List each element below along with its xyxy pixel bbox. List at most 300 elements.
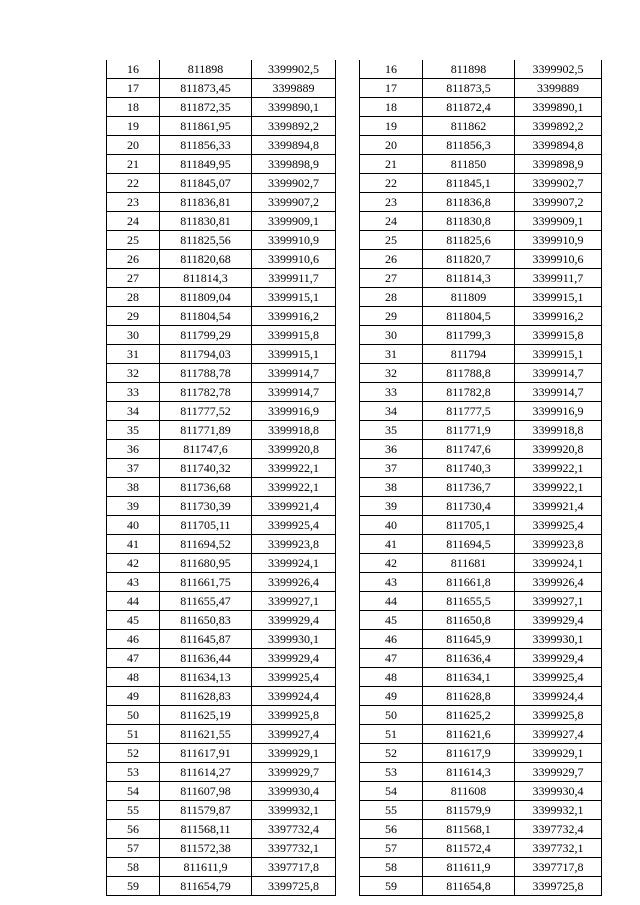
left-y-coordinate-cell: 3399894,8 [252,136,336,155]
left-point-number-cell: 20 [107,136,160,155]
left-y-coordinate-cell: 3399923,8 [252,535,336,554]
right-point-number-cell: 29 [360,307,423,326]
table-row [107,592,602,611]
table-row [107,136,602,155]
left-y-coordinate-cell: 3399914,7 [252,383,336,402]
left-x-coordinate-cell: 811794,03 [160,345,252,364]
right-y-coordinate-cell: 3399915,1 [515,345,602,364]
right-y-coordinate-cell: 3399925,4 [515,516,602,535]
table-row [107,554,602,573]
right-y-coordinate-cell: 3399930,4 [515,782,602,801]
right-point-number-cell: 40 [360,516,423,535]
left-x-coordinate-cell: 811788,78 [160,364,252,383]
right-x-coordinate-cell: 811628,8 [423,687,515,706]
right-point-number-cell: 25 [360,231,423,250]
right-y-coordinate-cell: 3399929,7 [515,763,602,782]
table-row [107,421,602,440]
left-x-coordinate-cell: 811849,95 [160,155,252,174]
left-point-number-cell: 16 [107,60,160,79]
right-x-coordinate-cell: 811747,6 [423,440,515,459]
left-y-coordinate-cell: 3399930,4 [252,782,336,801]
table-row [107,326,602,345]
left-x-coordinate-cell: 811621,55 [160,725,252,744]
right-point-number-cell: 49 [360,687,423,706]
left-x-coordinate-cell: 811898 [160,60,252,79]
right-x-coordinate-cell: 811845,1 [423,174,515,193]
right-point-number-cell: 26 [360,250,423,269]
right-x-coordinate-cell: 811611,9 [423,858,515,877]
table-row [107,478,602,497]
right-x-coordinate-cell: 811579,9 [423,801,515,820]
left-y-coordinate-cell: 3399910,9 [252,231,336,250]
right-y-coordinate-cell: 3399909,1 [515,212,602,231]
left-y-coordinate-cell: 3399922,1 [252,478,336,497]
right-x-coordinate-cell: 811799,3 [423,326,515,345]
right-x-coordinate-cell: 811898 [423,60,515,79]
column-gap [336,345,360,364]
coordinates-table [106,60,602,896]
column-gap [336,326,360,345]
right-y-coordinate-cell: 3399915,8 [515,326,602,345]
right-y-coordinate-cell: 3399902,7 [515,174,602,193]
table-row [107,782,602,801]
left-y-coordinate-cell: 3399916,9 [252,402,336,421]
right-y-coordinate-cell: 3399890,1 [515,98,602,117]
left-y-coordinate-cell: 3399915,1 [252,345,336,364]
right-y-coordinate-cell: 3399892,2 [515,117,602,136]
right-y-coordinate-cell: 3399914,7 [515,383,602,402]
right-y-coordinate-cell: 3399920,8 [515,440,602,459]
left-point-number-cell: 54 [107,782,160,801]
left-point-number-cell: 19 [107,117,160,136]
column-gap [336,174,360,193]
right-y-coordinate-cell: 3399929,4 [515,611,602,630]
column-gap [336,250,360,269]
left-y-coordinate-cell: 3399924,4 [252,687,336,706]
right-y-coordinate-cell: 3399923,8 [515,535,602,554]
right-x-coordinate-cell: 811873,5 [423,79,515,98]
left-point-number-cell: 31 [107,345,160,364]
left-point-number-cell: 42 [107,554,160,573]
right-x-coordinate-cell: 811654,8 [423,877,515,896]
right-y-coordinate-cell: 3397732,1 [515,839,602,858]
table-row [107,117,602,136]
table-row [107,611,602,630]
left-point-number-cell: 36 [107,440,160,459]
column-gap [336,592,360,611]
left-point-number-cell: 52 [107,744,160,763]
right-x-coordinate-cell: 811572,4 [423,839,515,858]
column-gap [336,440,360,459]
right-point-number-cell: 59 [360,877,423,896]
table-row [107,98,602,117]
left-point-number-cell: 34 [107,402,160,421]
left-y-coordinate-cell: 3399902,7 [252,174,336,193]
left-x-coordinate-cell: 811809,04 [160,288,252,307]
left-y-coordinate-cell: 3399925,4 [252,668,336,687]
left-y-coordinate-cell: 3399920,8 [252,440,336,459]
left-x-coordinate-cell: 811830,81 [160,212,252,231]
table-row [107,725,602,744]
column-gap [336,706,360,725]
left-y-coordinate-cell: 3399725,8 [252,877,336,896]
left-point-number-cell: 48 [107,668,160,687]
column-gap [336,801,360,820]
left-point-number-cell: 25 [107,231,160,250]
right-x-coordinate-cell: 811617,9 [423,744,515,763]
column-gap [336,858,360,877]
right-y-coordinate-cell: 3399907,2 [515,193,602,212]
left-point-number-cell: 41 [107,535,160,554]
table-row [107,820,602,839]
right-point-number-cell: 23 [360,193,423,212]
right-point-number-cell: 37 [360,459,423,478]
table-row [107,649,602,668]
left-y-coordinate-cell: 3399907,2 [252,193,336,212]
right-y-coordinate-cell: 3399914,7 [515,364,602,383]
table-row [107,706,602,725]
table-row [107,364,602,383]
right-y-coordinate-cell: 3399929,1 [515,744,602,763]
right-y-coordinate-cell: 3399918,8 [515,421,602,440]
left-x-coordinate-cell: 811771,89 [160,421,252,440]
right-y-coordinate-cell: 3399927,4 [515,725,602,744]
right-x-coordinate-cell: 811705,1 [423,516,515,535]
column-gap [336,307,360,326]
right-x-coordinate-cell: 811788,8 [423,364,515,383]
right-point-number-cell: 19 [360,117,423,136]
left-point-number-cell: 58 [107,858,160,877]
right-x-coordinate-cell: 811814,3 [423,269,515,288]
table-row [107,687,602,706]
left-point-number-cell: 49 [107,687,160,706]
left-point-number-cell: 38 [107,478,160,497]
column-gap [336,687,360,706]
table-row [107,744,602,763]
column-gap [336,155,360,174]
right-y-coordinate-cell: 3399925,8 [515,706,602,725]
left-point-number-cell: 33 [107,383,160,402]
right-y-coordinate-cell: 3399929,4 [515,649,602,668]
left-x-coordinate-cell: 811607,98 [160,782,252,801]
table-row [107,79,602,98]
right-point-number-cell: 22 [360,174,423,193]
right-x-coordinate-cell: 811794 [423,345,515,364]
left-y-coordinate-cell: 3399924,1 [252,554,336,573]
right-x-coordinate-cell: 811621,6 [423,725,515,744]
table-row [107,269,602,288]
left-point-number-cell: 35 [107,421,160,440]
column-gap [336,820,360,839]
table-row [107,763,602,782]
left-x-coordinate-cell: 811579,87 [160,801,252,820]
left-point-number-cell: 27 [107,269,160,288]
left-y-coordinate-cell: 3399889 [252,79,336,98]
table-row [107,573,602,592]
left-x-coordinate-cell: 811628,83 [160,687,252,706]
table-row [107,231,602,250]
left-y-coordinate-cell: 3399929,7 [252,763,336,782]
right-y-coordinate-cell: 3399926,4 [515,573,602,592]
right-y-coordinate-cell: 3399910,9 [515,231,602,250]
left-y-coordinate-cell: 3397732,4 [252,820,336,839]
column-gap [336,782,360,801]
right-point-number-cell: 51 [360,725,423,744]
right-point-number-cell: 16 [360,60,423,79]
right-x-coordinate-cell: 811820,7 [423,250,515,269]
left-x-coordinate-cell: 811625,19 [160,706,252,725]
left-point-number-cell: 21 [107,155,160,174]
column-gap [336,649,360,668]
left-x-coordinate-cell: 811825,56 [160,231,252,250]
left-x-coordinate-cell: 811694,52 [160,535,252,554]
left-x-coordinate-cell: 811655,47 [160,592,252,611]
left-x-coordinate-cell: 811782,78 [160,383,252,402]
left-y-coordinate-cell: 3399932,1 [252,801,336,820]
right-point-number-cell: 48 [360,668,423,687]
right-point-number-cell: 50 [360,706,423,725]
table-row [107,440,602,459]
right-y-coordinate-cell: 3399927,1 [515,592,602,611]
right-x-coordinate-cell: 811730,4 [423,497,515,516]
column-gap [336,364,360,383]
left-point-number-cell: 29 [107,307,160,326]
right-x-coordinate-cell: 811694,5 [423,535,515,554]
column-gap [336,212,360,231]
column-gap [336,402,360,421]
left-y-coordinate-cell: 3399918,8 [252,421,336,440]
right-point-number-cell: 43 [360,573,423,592]
left-y-coordinate-cell: 3399915,8 [252,326,336,345]
left-y-coordinate-cell: 3399902,5 [252,60,336,79]
left-x-coordinate-cell: 811856,33 [160,136,252,155]
table-row [107,193,602,212]
left-y-coordinate-cell: 3399892,2 [252,117,336,136]
column-gap [336,459,360,478]
left-point-number-cell: 17 [107,79,160,98]
column-gap [336,630,360,649]
left-point-number-cell: 37 [107,459,160,478]
left-y-coordinate-cell: 3399921,4 [252,497,336,516]
right-x-coordinate-cell: 811836,8 [423,193,515,212]
left-point-number-cell: 40 [107,516,160,535]
left-x-coordinate-cell: 811814,3 [160,269,252,288]
left-x-coordinate-cell: 811740,32 [160,459,252,478]
left-x-coordinate-cell: 811777,52 [160,402,252,421]
left-point-number-cell: 55 [107,801,160,820]
left-y-coordinate-cell: 3399915,1 [252,288,336,307]
left-point-number-cell: 59 [107,877,160,896]
table-row [107,459,602,478]
table-row [107,307,602,326]
right-x-coordinate-cell: 811804,5 [423,307,515,326]
right-point-number-cell: 30 [360,326,423,345]
table-row [107,250,602,269]
column-gap [336,611,360,630]
left-x-coordinate-cell: 811872,35 [160,98,252,117]
left-x-coordinate-cell: 811836,81 [160,193,252,212]
right-y-coordinate-cell: 3399922,1 [515,459,602,478]
column-gap [336,231,360,250]
right-point-number-cell: 39 [360,497,423,516]
left-point-number-cell: 32 [107,364,160,383]
right-y-coordinate-cell: 3399924,1 [515,554,602,573]
right-x-coordinate-cell: 811830,8 [423,212,515,231]
right-point-number-cell: 52 [360,744,423,763]
column-gap [336,877,360,896]
left-x-coordinate-cell: 811820,68 [160,250,252,269]
table-row [107,535,602,554]
left-y-coordinate-cell: 3399927,1 [252,592,336,611]
right-x-coordinate-cell: 811777,5 [423,402,515,421]
column-gap [336,744,360,763]
left-y-coordinate-cell: 3399922,1 [252,459,336,478]
left-x-coordinate-cell: 811614,27 [160,763,252,782]
left-point-number-cell: 18 [107,98,160,117]
left-y-coordinate-cell: 3399925,8 [252,706,336,725]
left-point-number-cell: 45 [107,611,160,630]
table-row [107,174,602,193]
table-row [107,212,602,231]
left-point-number-cell: 24 [107,212,160,231]
column-gap [336,269,360,288]
column-gap [336,193,360,212]
left-y-coordinate-cell: 3397732,1 [252,839,336,858]
right-point-number-cell: 20 [360,136,423,155]
left-point-number-cell: 28 [107,288,160,307]
table-row [107,383,602,402]
right-y-coordinate-cell: 3399725,8 [515,877,602,896]
left-x-coordinate-cell: 811845,07 [160,174,252,193]
right-x-coordinate-cell: 811661,8 [423,573,515,592]
right-x-coordinate-cell: 811856,3 [423,136,515,155]
right-x-coordinate-cell: 811771,9 [423,421,515,440]
table-row [107,497,602,516]
left-point-number-cell: 57 [107,839,160,858]
left-point-number-cell: 26 [107,250,160,269]
right-x-coordinate-cell: 811736,7 [423,478,515,497]
left-point-number-cell: 30 [107,326,160,345]
left-x-coordinate-cell: 811861,95 [160,117,252,136]
column-gap [336,573,360,592]
left-y-coordinate-cell: 3399929,1 [252,744,336,763]
left-point-number-cell: 51 [107,725,160,744]
left-point-number-cell: 22 [107,174,160,193]
right-y-coordinate-cell: 3399921,4 [515,497,602,516]
left-y-coordinate-cell: 3399898,9 [252,155,336,174]
table-row [107,155,602,174]
left-point-number-cell: 53 [107,763,160,782]
right-x-coordinate-cell: 811625,2 [423,706,515,725]
left-x-coordinate-cell: 811730,39 [160,497,252,516]
right-y-coordinate-cell: 3399930,1 [515,630,602,649]
column-gap [336,98,360,117]
right-y-coordinate-cell: 3399916,2 [515,307,602,326]
left-x-coordinate-cell: 811636,44 [160,649,252,668]
right-point-number-cell: 33 [360,383,423,402]
left-y-coordinate-cell: 3399916,2 [252,307,336,326]
column-gap [336,763,360,782]
left-y-coordinate-cell: 3399925,4 [252,516,336,535]
right-y-coordinate-cell: 3399924,4 [515,687,602,706]
left-x-coordinate-cell: 811747,6 [160,440,252,459]
left-y-coordinate-cell: 3399910,6 [252,250,336,269]
table-row [107,402,602,421]
table-row [107,516,602,535]
right-point-number-cell: 55 [360,801,423,820]
column-gap [336,288,360,307]
left-point-number-cell: 23 [107,193,160,212]
column-gap [336,516,360,535]
left-x-coordinate-cell: 811568,11 [160,820,252,839]
right-y-coordinate-cell: 3399889 [515,79,602,98]
left-x-coordinate-cell: 811705,11 [160,516,252,535]
left-x-coordinate-cell: 811804,54 [160,307,252,326]
right-point-number-cell: 38 [360,478,423,497]
left-point-number-cell: 44 [107,592,160,611]
left-y-coordinate-cell: 3399929,4 [252,611,336,630]
right-point-number-cell: 47 [360,649,423,668]
right-point-number-cell: 42 [360,554,423,573]
right-x-coordinate-cell: 811740,3 [423,459,515,478]
right-x-coordinate-cell: 811614,3 [423,763,515,782]
column-gap [336,554,360,573]
right-x-coordinate-cell: 811645,9 [423,630,515,649]
right-point-number-cell: 36 [360,440,423,459]
right-point-number-cell: 21 [360,155,423,174]
right-x-coordinate-cell: 811608 [423,782,515,801]
right-point-number-cell: 17 [360,79,423,98]
table-row [107,858,602,877]
left-point-number-cell: 39 [107,497,160,516]
left-x-coordinate-cell: 811654,79 [160,877,252,896]
right-y-coordinate-cell: 3399898,9 [515,155,602,174]
left-y-coordinate-cell: 3399911,7 [252,269,336,288]
right-point-number-cell: 45 [360,611,423,630]
left-point-number-cell: 50 [107,706,160,725]
right-point-number-cell: 44 [360,592,423,611]
left-y-coordinate-cell: 3399929,4 [252,649,336,668]
table-row [107,345,602,364]
right-x-coordinate-cell: 811634,1 [423,668,515,687]
right-point-number-cell: 58 [360,858,423,877]
column-gap [336,60,360,79]
right-point-number-cell: 46 [360,630,423,649]
right-x-coordinate-cell: 811655,5 [423,592,515,611]
table-row [107,877,602,896]
left-x-coordinate-cell: 811680,95 [160,554,252,573]
left-y-coordinate-cell: 3397717,8 [252,858,336,877]
right-y-coordinate-cell: 3399894,8 [515,136,602,155]
right-y-coordinate-cell: 3399911,7 [515,269,602,288]
right-point-number-cell: 41 [360,535,423,554]
right-x-coordinate-cell: 811782,8 [423,383,515,402]
right-x-coordinate-cell: 811650,8 [423,611,515,630]
right-point-number-cell: 56 [360,820,423,839]
right-point-number-cell: 57 [360,839,423,858]
left-x-coordinate-cell: 811634,13 [160,668,252,687]
right-point-number-cell: 27 [360,269,423,288]
left-x-coordinate-cell: 811650,83 [160,611,252,630]
column-gap [336,497,360,516]
right-x-coordinate-cell: 811850 [423,155,515,174]
right-point-number-cell: 35 [360,421,423,440]
left-y-coordinate-cell: 3399914,7 [252,364,336,383]
column-gap [336,839,360,858]
right-point-number-cell: 34 [360,402,423,421]
column-gap [336,79,360,98]
right-y-coordinate-cell: 3399910,6 [515,250,602,269]
